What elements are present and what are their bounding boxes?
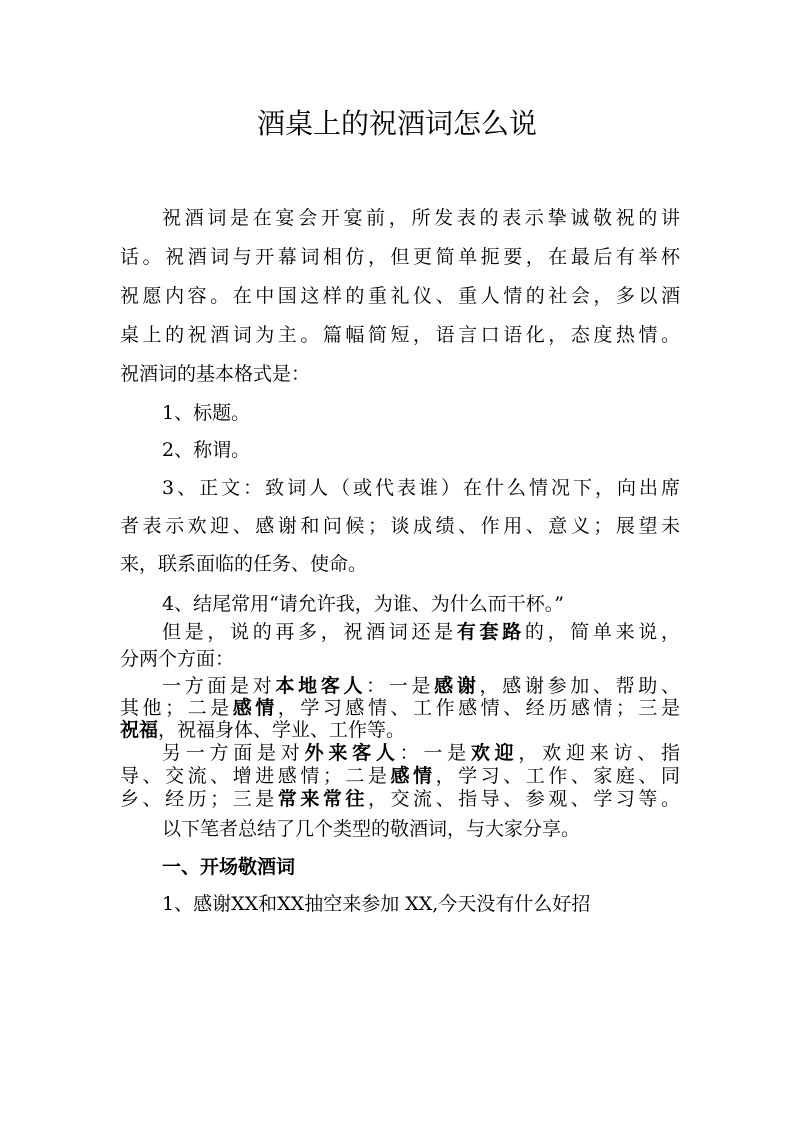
section-1-item-1: 1、感谢XX和XX抽空来参加 XX,今天没有什么好招 <box>162 893 591 915</box>
foreign-text-e: ，欢迎来访、指 <box>518 742 680 764</box>
foreign-bold-guests: 外来客人 <box>304 742 400 764</box>
intro-line-1: 祝酒词是在宴会开宴前，所发表的表示挚诚敬祝的讲 <box>162 207 680 229</box>
routine-line-1 <box>120 620 680 644</box>
foreign-bold-feeling: 感情 <box>390 765 436 787</box>
local-guests-line-3 <box>120 718 680 742</box>
local-bold-feeling: 感情 <box>232 697 278 719</box>
local-guests-line-2 <box>120 696 680 720</box>
intro-line-2: 话。祝酒词与开幕词相仿，但更简单扼要，在最后有举杯 <box>120 246 680 268</box>
format-item-2: 2、称谓。 <box>162 439 251 461</box>
local-bold-guests: 本地客人 <box>275 675 367 697</box>
format-item-3-line-1: 3、正文：致词人（或代表谁）在什么情况下，向出席 <box>162 477 680 499</box>
format-item-3-line-2: 者表示欢迎、感谢和问候；谈成绩、作用、意义；展望未 <box>120 515 680 537</box>
format-item-1: 1、标题。 <box>162 402 251 424</box>
foreign-text-a: 另一方面是对 <box>162 742 305 764</box>
foreign-bold-frequent: 常来常往 <box>277 788 368 810</box>
foreign-bold-welcome: 欢迎 <box>470 742 519 764</box>
routine-text-a: 但是，说的再多，祝酒词还是 <box>162 621 457 643</box>
local-bold-thanks: 感谢 <box>434 675 480 697</box>
intro-line-4: 桌上的祝酒词为主。篇幅简短，语言口语化，态度热情。 <box>120 324 680 346</box>
intro-line-5: 祝酒词的基本格式是： <box>120 363 311 385</box>
local-text-a: 一方面是对 <box>162 675 276 697</box>
routine-text-c: 的，简单来说， <box>524 621 680 643</box>
local-text-c: ：一是 <box>366 675 435 697</box>
local-text-2c: ，学习感情、工作感情、经历感情；三是 <box>277 697 680 719</box>
routine-line-2: 分两个方面： <box>120 648 235 670</box>
local-text-3b: ，祝福身体、学业、工作等。 <box>158 719 406 741</box>
foreign-text-c: ：一是 <box>399 742 471 764</box>
routine-bold-keyword: 有套路 <box>456 621 525 643</box>
foreign-guests-line-3 <box>120 787 680 811</box>
section-heading-opening-toasts: 一、开场敬酒词 <box>162 856 296 878</box>
format-item-3-line-3: 来，联系面临的任务、使命。 <box>120 553 368 575</box>
foreign-guests-line-1 <box>120 741 680 765</box>
foreign-text-2a: 导、交流、增进感情；二是 <box>120 765 391 787</box>
local-guests-line-1 <box>120 674 680 698</box>
local-bold-blessing: 祝福 <box>120 719 159 741</box>
foreign-text-3a: 乡、经历；三是 <box>120 788 278 810</box>
document-title: 酒桌上的祝酒词怎么说 <box>256 107 537 140</box>
foreign-text-3c: ，交流、指导、参观、学习等。 <box>367 788 680 810</box>
local-text-e: ，感谢参加、帮助、 <box>479 675 680 697</box>
local-text-2a: 其他；二是 <box>120 697 233 719</box>
format-item-4: 4、结尾常用“请允许我，为谁、为什么而干杯。” <box>162 593 565 615</box>
summary-line: 以下笔者总结了几个类型的敬酒词，与大家分享。 <box>162 818 581 840</box>
foreign-guests-line-2 <box>120 764 680 788</box>
foreign-text-2c: ，学习、工作、家庭、同 <box>435 765 680 787</box>
intro-line-3: 祝愿内容。在中国这样的重礼仪、重人情的社会，多以酒 <box>120 285 680 307</box>
